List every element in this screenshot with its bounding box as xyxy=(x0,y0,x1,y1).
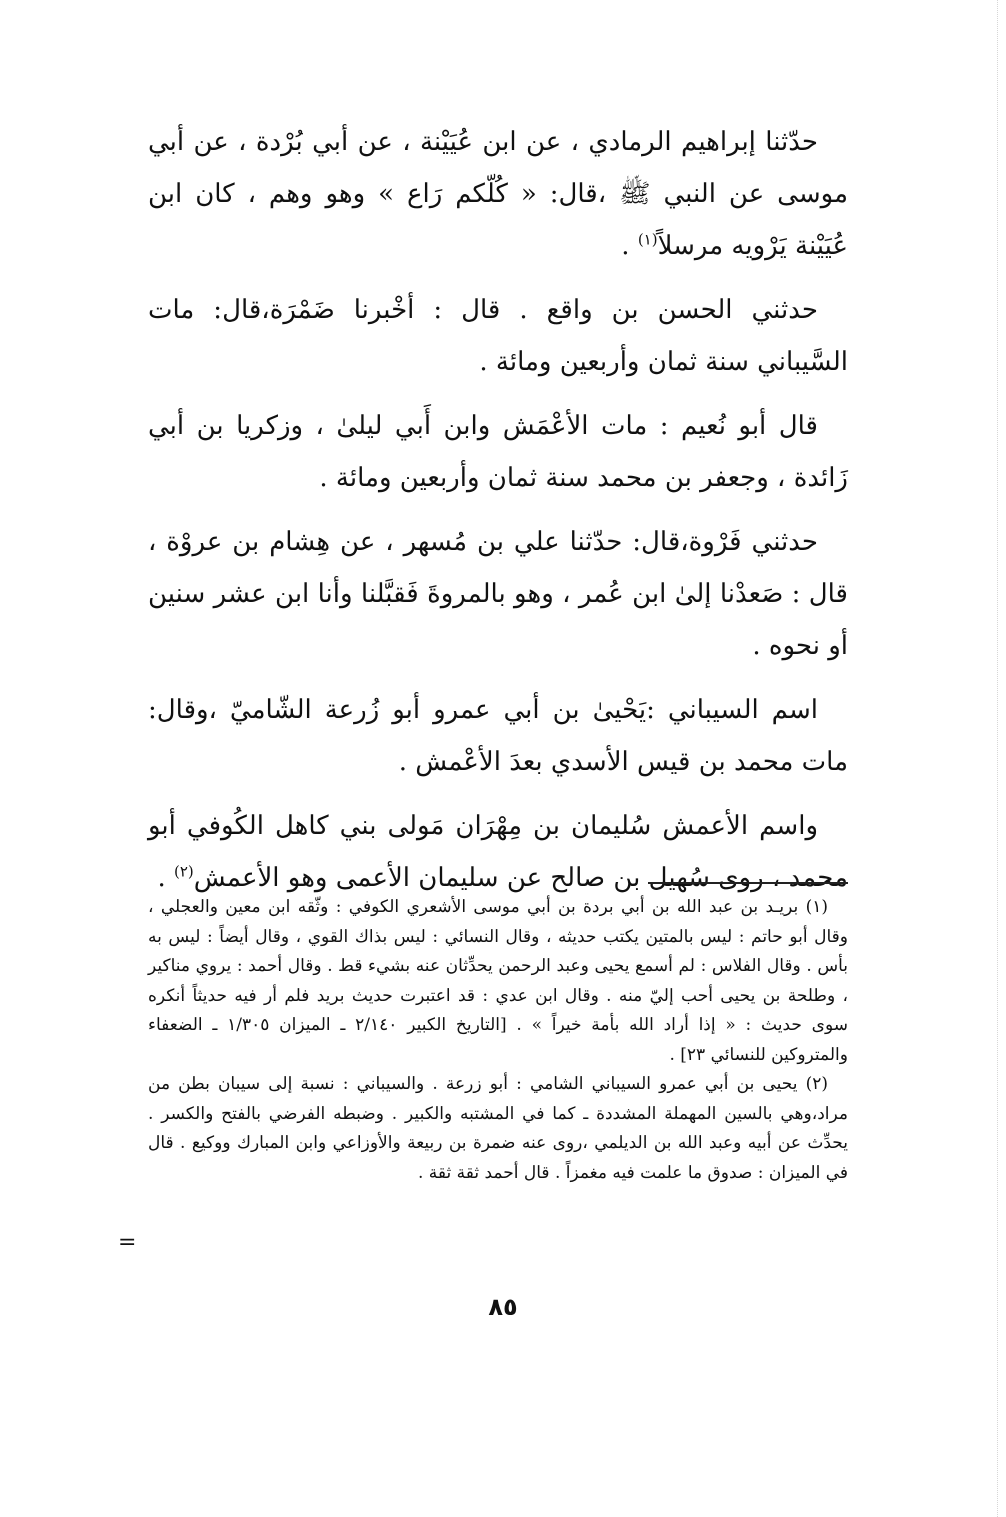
paragraph-text: حدثني الحسن بن واقع . قال : أخْبرنا ضَمْرَة،قال: مات السَّيباني سنة ثمان وأربعين ومائة . xyxy=(148,295,848,377)
paragraph-4 xyxy=(148,516,848,672)
paragraph-text: قال أبو نُعيم : مات الأعْمَش وابن أَبي ليلىٰ ، وزكريا بن أبي زَائدة ، وجعفر بن محمد سنة ثمان وأربعين ومائة . xyxy=(148,411,848,493)
page-number: ٨٥ xyxy=(488,1293,518,1321)
paragraph-5 xyxy=(148,684,848,788)
footnote-ref-1[interactable]: (١) xyxy=(637,230,658,249)
paragraph-1 xyxy=(148,116,848,272)
footnote-ref-2[interactable]: (٢) xyxy=(173,862,194,881)
footnotes xyxy=(148,893,848,1188)
footnote-2: (٢) يحيى بن أبي عمرو السيباني الشامي : أبو زرعة . والسيباني : نسبة إلى سيبان بطن من مراد،وهي بالسين المهملة المشددة ـ كما في المشتبه والكبير . وضبطه الفرضي بالفتح والكسر . يحدِّث عن أبيه وعبد الله بن الديلمي ،روى عنه ضمرة بن ربيعة والأوزاعي وابن المبارك ووكيع . قال في الميزان : صدوق ما علمت فيه مغمزاً . قال أحمد ثقة ثقة . xyxy=(148,1074,848,1183)
paragraph-text: حدّثنا إبراهيم الرمادي ، عن ابن عُيَيْنة ، عن أبي بُرْدة ، عن أبي موسى عن النبي ﷺ ،قال: « كُلّكم رَاع » وهو وهم ، كان ابن عُيَيْنة يَرْويه مرسلاً xyxy=(148,127,848,261)
paragraph-end: . xyxy=(621,231,638,261)
paragraph-6 xyxy=(148,800,848,904)
paragraph-2 xyxy=(148,284,848,388)
main-text xyxy=(148,116,848,916)
paragraph-text: اسم السيباني :يَحْيىٰ بن أبي عمرو أبو زُرعة الشّاميّ ،وقال: مات محمد بن قيس الأسدي بعدَ الأعْمش . xyxy=(148,695,848,777)
paragraph-text: واسم الأعمش سُليمان بن مِهْرَان مَولى بني كاهل الكُوفي أبو محمد ، روى سُهيل بن صالح عن سليمان الأعمى وهو الأعمش xyxy=(148,811,848,893)
continuation-mark: = xyxy=(118,1230,137,1255)
paragraph-end: . xyxy=(157,863,174,893)
scan-edge-line xyxy=(997,0,998,1517)
footnote-1: (١) بريـد بن عبد الله بن أبي بردة بن أبي موسى الأشعري الكوفي : وثّقه ابن معين والعجلي ، وقال أبو حاتم : ليس بالمتين يكتب حديثه ، وقال النسائي : ليس بذاك القوي ، وقال أيضاً : ليس به بأس . وقال الفلاس : لم أسمع يحيى وعبد الرحمن يحدِّثان عنه بشيء قط . وقال أحمد : يروي مناكير ، وطلحة بن يحيى أحب إليّ منه . وقال ابن عدي : قد اعتبرت حديث بريد فلم أر فيه حديثاً أنكره سوى حديث : « إذا أراد الله بأمة خيراً » . [التاريخ الكبير ٢/١٤٠ ـ الميزان ١/٣٠٥ ـ الضعفاء والمتروكين للنسائي ٢٣] . xyxy=(148,897,848,1065)
paragraph-text: حدثني فَرْوة،قال: حدّثنا علي بن مُسهر ، عن هِشام بن عروْة ، قال : صَعدْنا إلىٰ ابن عُمر ، وهو بالمروةَ فَقبَّلنا وأنا ابن عشر سنين أو نحوه . xyxy=(148,527,848,661)
footnote-separator xyxy=(648,882,848,884)
paragraph-3 xyxy=(148,400,848,504)
